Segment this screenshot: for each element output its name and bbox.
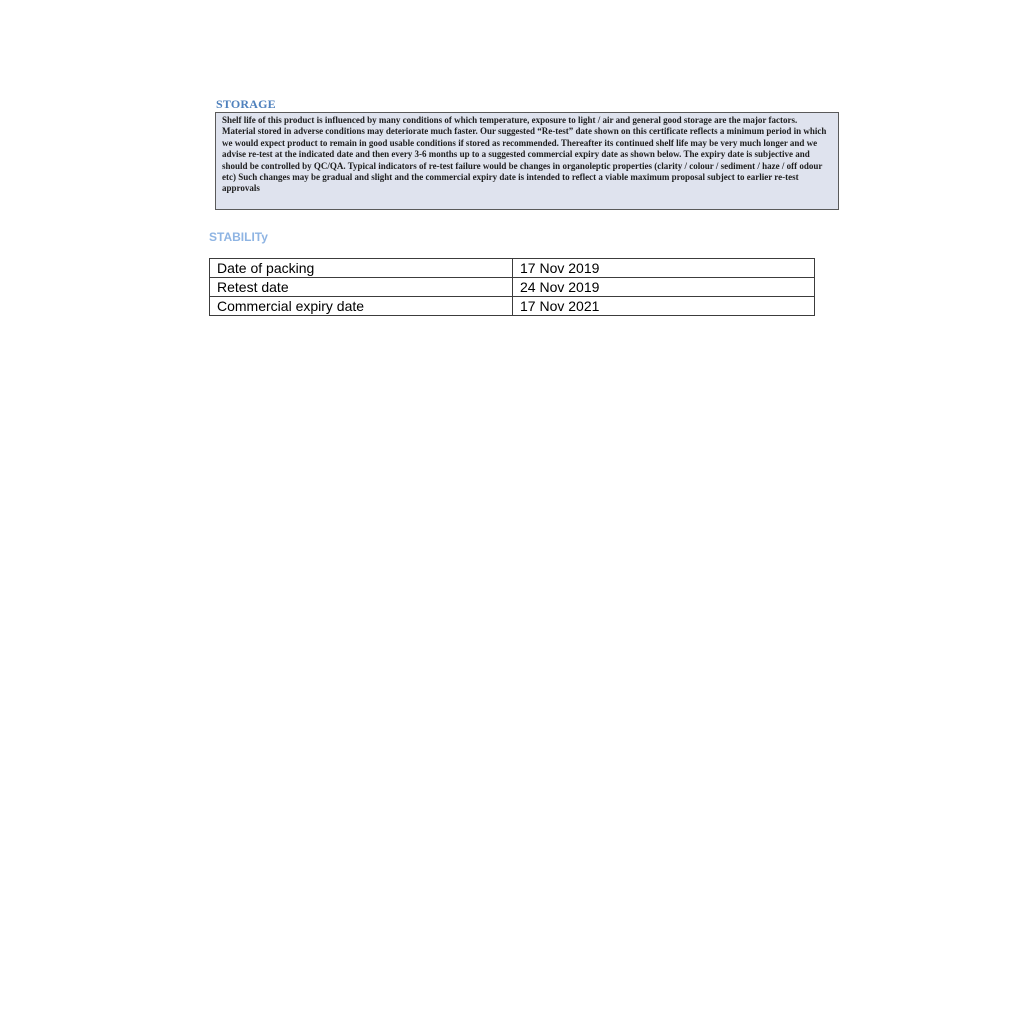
date-of-packing-value: 17 Nov 2019 — [513, 259, 815, 278]
stability-table — [209, 258, 815, 316]
table-row — [210, 297, 815, 316]
table-row — [210, 259, 815, 278]
storage-notice-text: Shelf life of this product is influenced by many conditions of which temperature, exposure to light / air and general good storage are the major factors. Material stored in adverse conditions may deteriorate much faster. Our suggested “Re-test” date shown on this certificate reflects a minimum period in which we would expect product to remain in good usable conditions if stored as recommended. Thereafter its continued shelf life may be very much longer and we advise re-test at the indicated date and then every 3-6 months up to a suggested commercial expiry date as shown below. The expiry date is subjective and should be controlled by QC/QA. Typical indicators of re-test failure would be changes in organoleptic properties (clarity / colour / sediment / haze / off odour etc) Such changes may be gradual and slight and the commercial expiry date is intended to reflect a viable maximum proposal subject to earlier re-test approvals — [222, 115, 827, 194]
table-row — [210, 278, 815, 297]
retest-date-label: Retest date — [210, 278, 513, 297]
stability-heading: STABILITy — [209, 230, 268, 244]
commercial-expiry-date-value: 17 Nov 2021 — [513, 297, 815, 316]
storage-heading: STORAGE — [216, 97, 276, 111]
storage-notice-box — [215, 112, 839, 210]
commercial-expiry-date-label: Commercial expiry date — [210, 297, 513, 316]
retest-date-value: 24 Nov 2019 — [513, 278, 815, 297]
date-of-packing-label: Date of packing — [210, 259, 513, 278]
